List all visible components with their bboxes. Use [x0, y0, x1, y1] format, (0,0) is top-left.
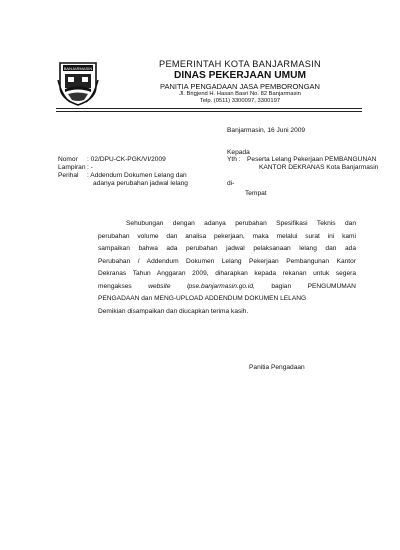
signature-committee: Panitia Pengadaan: [249, 364, 305, 371]
body-line-6-bagian: bagian: [271, 282, 292, 290]
emblem-text: BANJARMASIN: [63, 65, 93, 71]
recipient-di: di-: [227, 180, 235, 187]
body-line-2: perubahan volume dan analisa pekerjaan, maka melalui surat ini kami: [98, 232, 356, 240]
letterhead-rule-thin: [56, 111, 362, 112]
meta-perihal-value-2: adanya perubahan jadwal lelang: [93, 180, 188, 187]
body-line-6-website: website: [148, 282, 171, 290]
body-line-6-pengumuman: PENGUMUMAN: [307, 282, 356, 290]
meta-lampiran-label: Lampiran: [58, 164, 86, 171]
letter-body: [98, 218, 356, 318]
meta-nomor-value: : 02/DPU-CK-PGK/VI/2009: [87, 156, 166, 163]
letter-date: Banjarmasin, 16 Juni 2009: [227, 127, 306, 134]
letterhead-office: DINAS PEKERJAAN UMUM: [174, 70, 306, 81]
city-emblem-icon: [56, 60, 100, 106]
meta-perihal-label: Perihal: [58, 172, 79, 179]
recipient-place: Tempat: [245, 190, 267, 197]
recipient-yth-label: Yth :: [227, 156, 241, 163]
meta-nomor-label: Nomor: [58, 156, 78, 163]
recipient-line-1: Peserta Lelang Pekerjaan PEMBANGUNAN: [247, 156, 377, 163]
letterhead-address: Jl. Brigjend H. Hasan Basri No. 82 Banjarmasin: [179, 91, 301, 97]
letterhead-phone: Telp. (0511) 3300097, 3300197: [199, 97, 281, 104]
body-closing: Demikian disampaikan dan diucapkan terima kasih.: [98, 307, 249, 315]
body-line-7: PENGADAAN dan MENG-UPLOAD ADDENDUM DOKUMEN LELANG: [98, 295, 307, 302]
body-line-6-a: mengakses: [98, 282, 132, 290]
letterhead: [105, 59, 375, 104]
body-line-3: sampaikan bahwa ada perubahan jadwal pelaksanaan lelang dan ada: [98, 245, 356, 252]
meta-perihal-value-1: : Addendum Dokumen Lelang dan: [87, 172, 187, 179]
meta-lampiran-value: : -: [87, 164, 93, 171]
body-website-link[interactable]: lpse.banjarmasin.go.id,: [187, 282, 255, 290]
body-line-6: [98, 281, 356, 294]
body-line-1: Sehubungan dengan adanya perubahan Spesifikasi Teknis dan: [126, 220, 356, 227]
letterhead-rule-thick: [56, 108, 362, 109]
body-line-5: Dekranas Tahun Anggaran 2009, diharapkan kepada rekanan untuk segera: [98, 270, 356, 277]
recipient-kepada: Kepada: [227, 149, 250, 156]
body-line-4: Perubahan / Addendum Dokumen Lelang Pekerjaan Pembangunan Kantor: [98, 257, 356, 265]
letterhead-committee: PANITIA PENGADAAN JASA PEMBORONGAN: [160, 82, 320, 91]
letterhead-government: PEMERINTAH KOTA BANJARMASIN: [159, 59, 321, 69]
recipient-line-2: KANTOR DEKRANAS Kota Banjarmasin: [259, 164, 379, 171]
